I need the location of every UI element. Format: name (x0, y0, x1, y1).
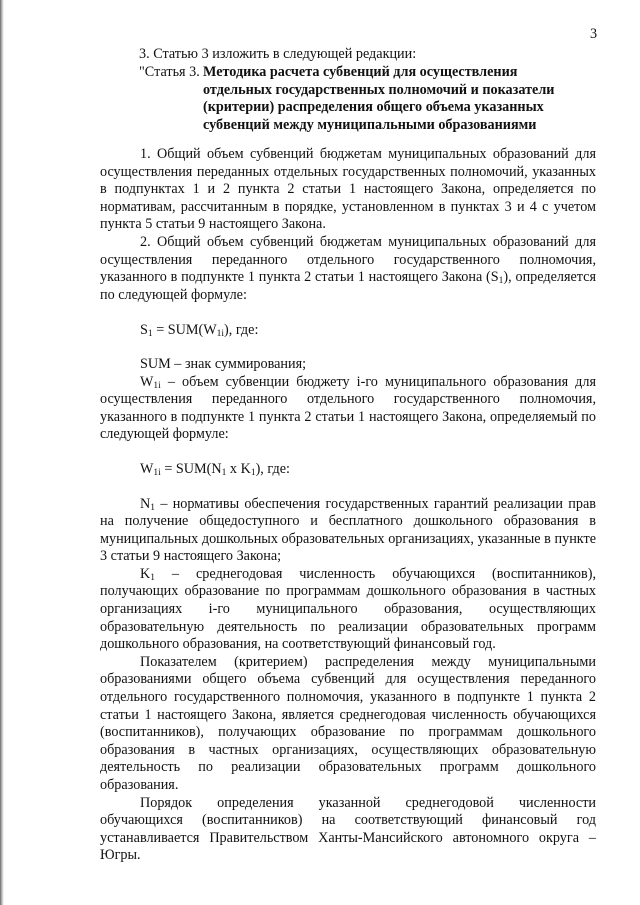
formula-s1 (100, 322, 596, 340)
formula-text: ), где: (224, 322, 259, 339)
formula-symbol: S (140, 322, 148, 339)
paragraph-2-tail: ), определяется по следующей формуле: (100, 269, 596, 303)
subscript: 1 (150, 502, 155, 513)
article-prefix: "Статья 3. (139, 64, 200, 80)
amendment-intro: 3. Статью 3 изложить в следующей редакции: (139, 46, 417, 62)
order-paragraph: Порядок определения указанной среднегодовой численности обучающихся (воспитанников) на соответствующий финансовый год устанавливается Правительством Ханты-Мансийского автономного округа – Югры. (100, 794, 596, 864)
article-heading: Методика расчета субвенций для осуществления отдельных государственных полномочий и показатели (критерии) распределения общего объема указанных субвенций между муниципальными образованиями (203, 64, 555, 133)
document-body (100, 146, 596, 865)
definition-text: – нормативы обеспечения государственных гарантий реализации прав на получение общедоступного и бесплатного дошкольного образования в муниципальных дошкольных образовательных организациях, указанные в пункте 3 статьи 9 настоящего Закона; (100, 495, 596, 565)
criterion-paragraph: Показателем (критерием) распределения между муниципальными образованиями общего объема субвенций для осуществления переданного отдельного государственного полномочия, указанного в подпункте 1 пункта 2 статьи 1 настоящего Закона, является среднегодовая численность обучающихся (воспитанников), получающих образование по программам дошкольного образования в частных организациях, осуществляющих образовательную деятельность по реализации образовательных программ дошкольного образования. (100, 653, 596, 793)
page-number: 3 (590, 26, 598, 42)
sum-definition: SUM – знак суммирования; (140, 355, 307, 372)
definition-text: – объем субвенции бюджету i-го муниципального образования для осуществления переданного отдельного государственного полномочия, указанного в подпункте 1 пункта 2 статьи 1 настоящего Закона, определяемый по следующей формуле: (100, 373, 596, 443)
subscript: 1i (153, 467, 161, 478)
formula-w1i (100, 461, 596, 479)
paragraph-2 (100, 234, 596, 304)
subscript: 1 (147, 329, 153, 340)
formula-text: = SUM(N (160, 460, 222, 477)
definition-text: – среднегодовая численность обучающихся (воспитанников), получающих образование по программам дошкольного образования в частных организациях i-го муниципального образования, осуществляющих образовательную деятельность по реализации образовательных программ дошкольного образования, на соответствующий финансовый год. (100, 565, 596, 653)
formula-text: x K (226, 460, 251, 477)
paragraph-2-text: 2. Общий объем субвенций бюджетам муниципальных образований для осуществления переданного отдельного государственного полномочия, указанного в подпункте 1 пункта 2 статьи 1 настоящего Закона (S (100, 233, 596, 286)
subscript: 1 (221, 467, 227, 478)
subscript: 1 (250, 467, 256, 478)
w-definition (100, 374, 596, 444)
formula-symbol: W (140, 373, 154, 390)
subscript: 1i (153, 380, 161, 391)
subscript: 1 (498, 276, 504, 287)
paragraph-1: 1. Общий объем субвенций бюджетам муниципальных образований для осуществления переданных отдельных государственных полномочий, указанных в подпунктах 1 и 2 пункта 2 статьи 1 настоящего Закона, определяется по нормативам, рассчитанным в порядке, установленном в пунктах 3 и 4 с учетом пункта 5 статьи 9 настоящего Закона. (100, 146, 596, 233)
k-definition (100, 566, 596, 654)
n-definition (100, 496, 596, 566)
formula-symbol: K (140, 565, 151, 582)
subscript: 1i (216, 329, 224, 340)
formula-symbol: N (140, 495, 151, 512)
formula-text: = SUM(W (152, 322, 217, 339)
formula-text: ), где: (255, 460, 290, 477)
formula-symbol: W (140, 460, 154, 477)
subscript: 1 (150, 572, 155, 583)
scan-edge (0, 0, 4, 905)
